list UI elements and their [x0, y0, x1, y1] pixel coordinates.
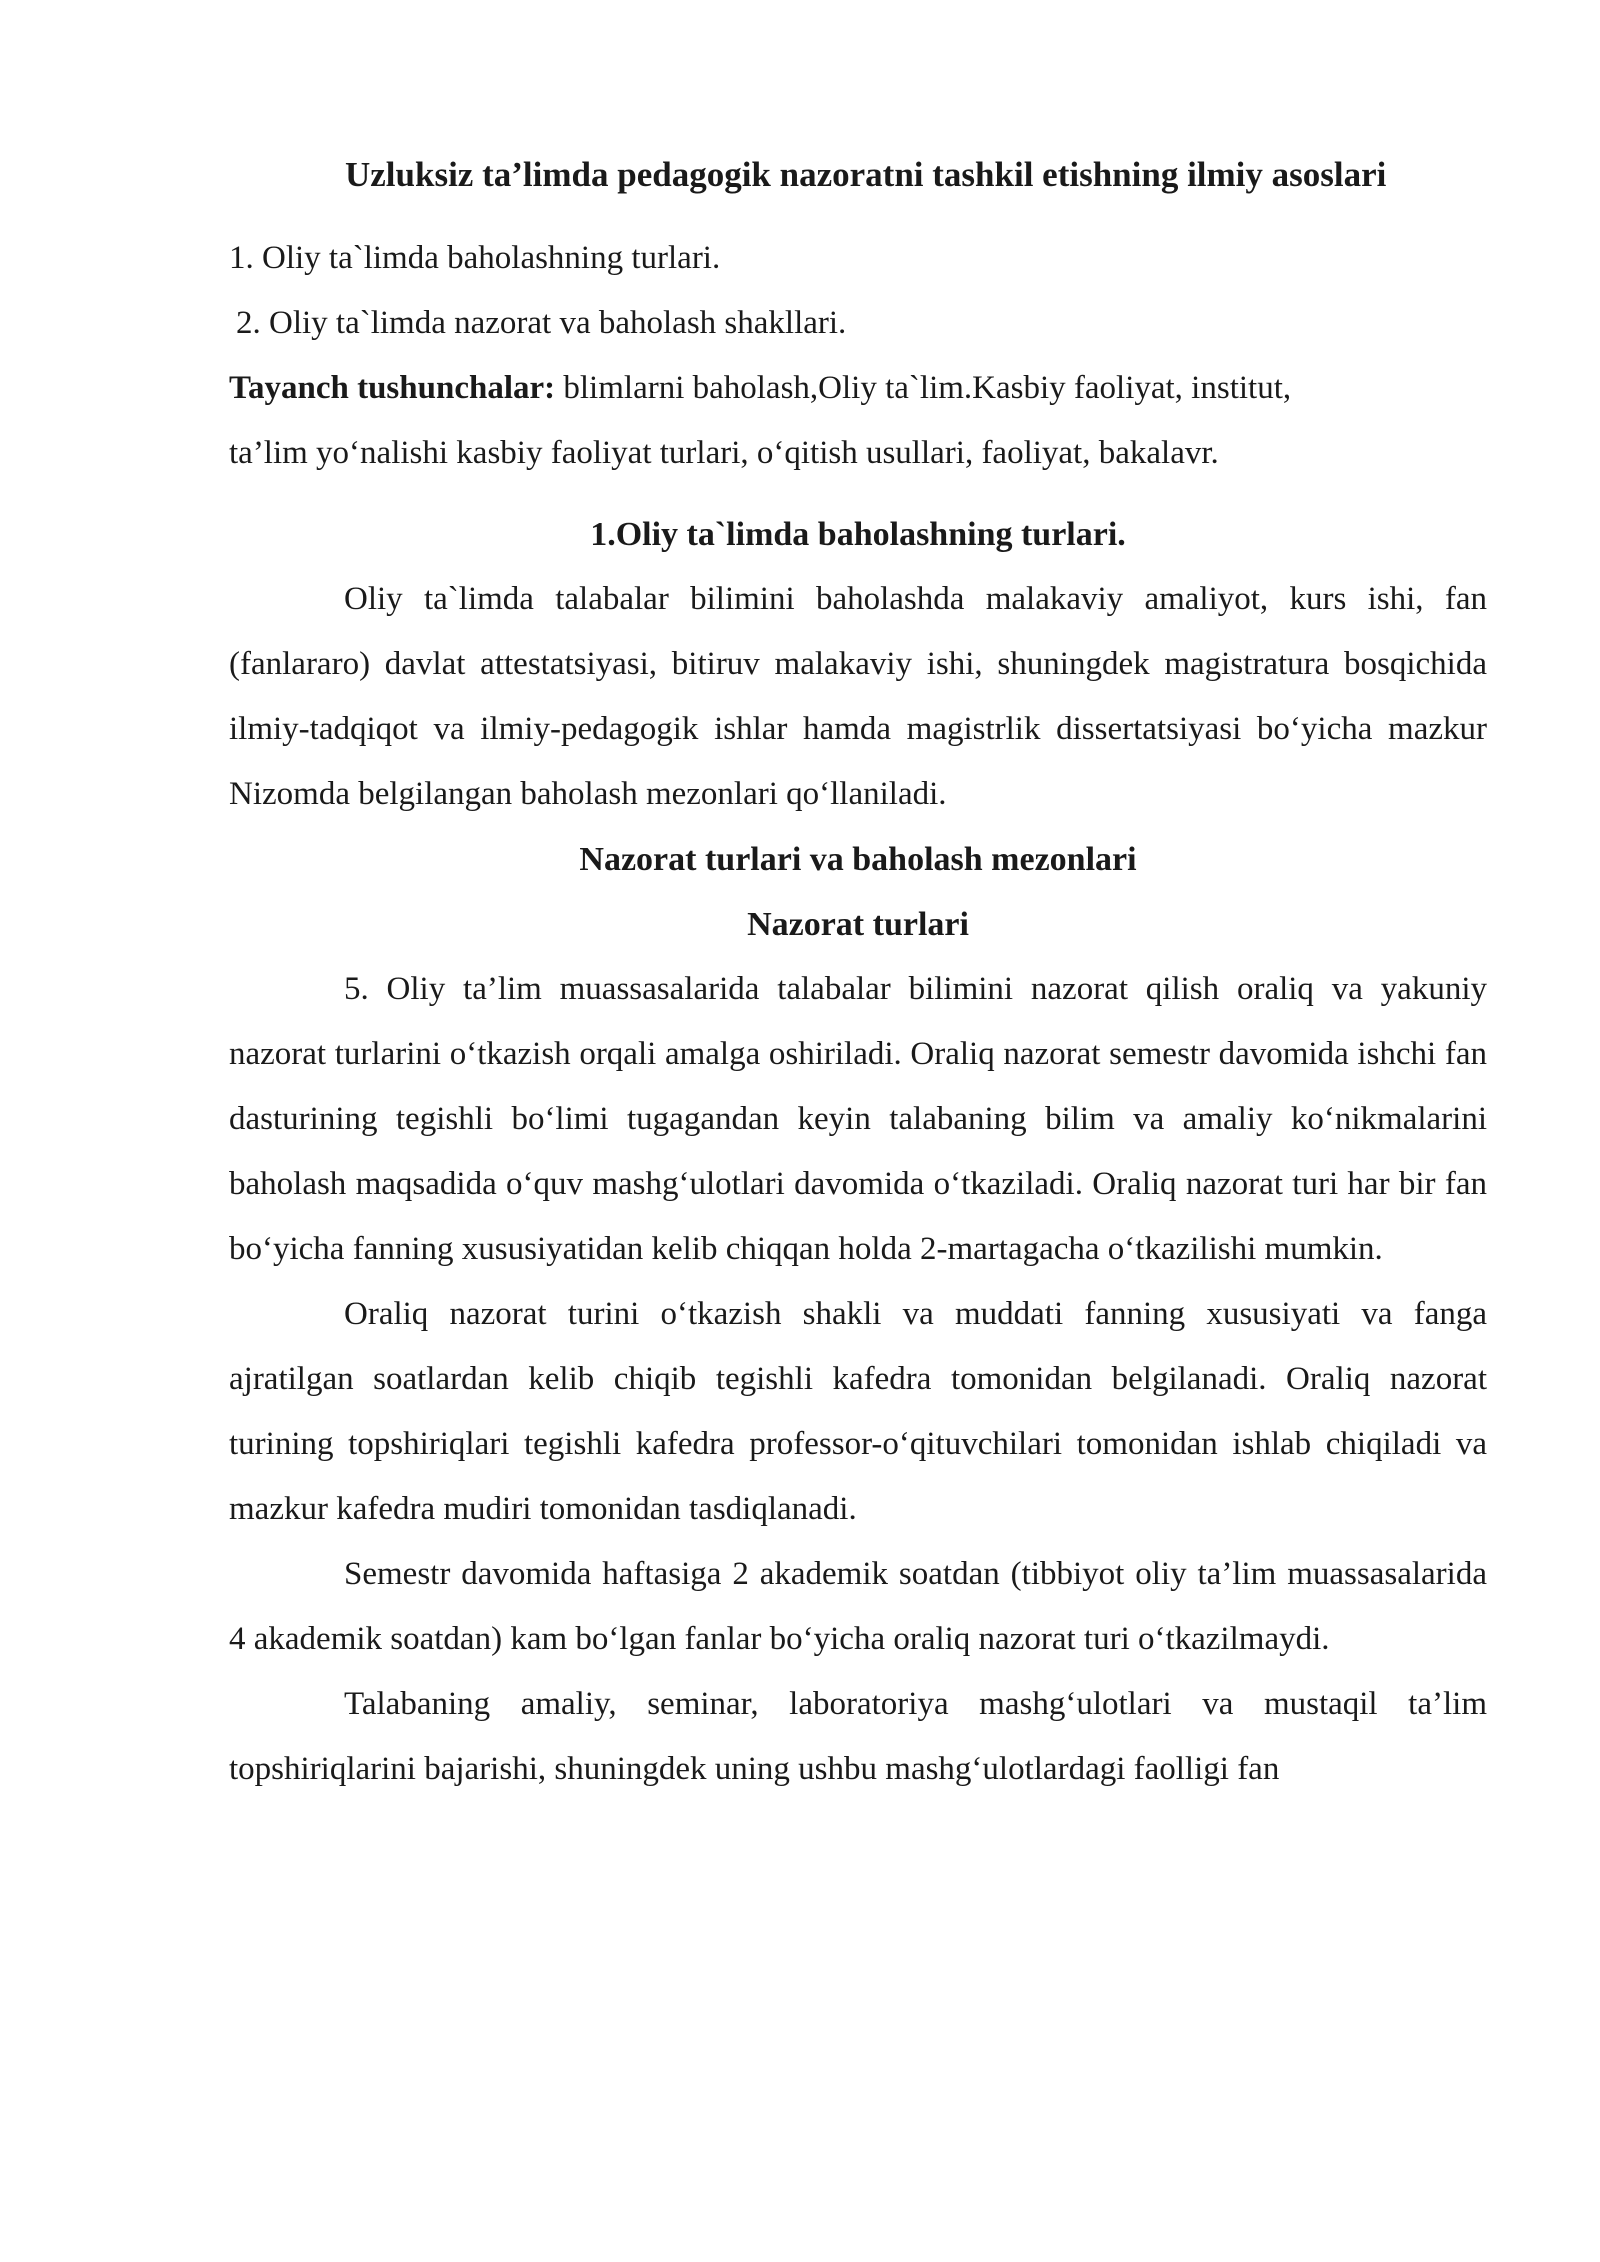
paragraph-student-activity: Talabaning amaliy, seminar, laboratoriya mashg‘ulotlari va mustaqil ta’lim topshiriqlarini bajarishi, shuningdek uning ushbu mashg‘ulotlardagi faolligi fan [229, 1686, 1487, 1787]
paragraph-interim-form: Oraliq nazorat turini o‘tkazish shakli va muddati fanning xususiyati va fanga ajratilgan soatlardan kelib chiqib tegishli kafedra tomonidan belgilanadi. Oraliq nazorat turining topshiriqlari tegishli kafedra professor-o‘qituvchilari tomonidan ishlab chiqiladi va mazkur kafedra mudiri tomonidan tasdiqlanadi. [229, 1296, 1487, 1527]
key-terms-line-1 [229, 356, 1487, 421]
section-2-subheading: Nazorat turlari [747, 906, 969, 943]
document-title: Uzluksiz ta’limda pedagogik nazoratni tashkil etishning ilmiy asoslari [345, 155, 1387, 194]
key-terms-line-2: ta’lim yo‘nalishi kasbiy faoliyat turlari, o‘qitish usullari, faoliyat, bakalavr. [229, 435, 1219, 471]
key-terms-text-1: blimlarni baholash,Oliy ta`lim.Kasbiy faoliyat, institut, [555, 370, 1292, 406]
plan-item-1: 1. Oliy ta`limda baholashning turlari. [229, 240, 721, 276]
document-page [229, 148, 1487, 1802]
key-terms-label: Tayanch tushunchalar: [229, 370, 556, 406]
paragraph-control-types: 5. Oliy ta’lim muassasalarida talabalar bilimini nazorat qilish oraliq va yakuniy nazorat turlarini o‘tkazish orqali amalga oshiriladi. Oraliq nazorat semestr davomida ishchi fan dasturining tegishli bo‘limi tugagandan keyin talabaning bilim va amaliy ko‘nikmalarini baholash maqsadida o‘quv mashg‘ulotlari davomida o‘tkaziladi. Oraliq nazorat turi har bir fan bo‘yicha fanning xususiyatidan kelib chiqqan holda 2-martagacha o‘tkazilishi mumkin. [229, 971, 1487, 1267]
plan-item-2: 2. Oliy ta`limda nazorat va baholash shakllari. [236, 305, 847, 341]
spacer [229, 486, 1487, 502]
section-2-heading: Nazorat turlari va baholash mezonlari [579, 841, 1137, 878]
section-1-paragraph: Oliy ta`limda talabalar bilimini baholashda malakaviy amaliyot, kurs ishi, fan (fanlararo) davlat attestatsiyasi, bitiruv malakaviy ishi, shuningdek magistratura bosqichida ilmiy-tadqiqot va ilmiy-pedagogik ishlar hamda magistrlik dissertatsiyasi bo‘yicha mazkur Nizomda belgilangan baholash mezonlari qo‘llaniladi. [229, 581, 1487, 812]
paragraph-semester-hours: Semestr davomida haftasiga 2 akademik soatdan (tibbiyot oliy ta’lim muassasalarida 4 akademik soatdan) kam bo‘lgan fanlar bo‘yicha oraliq nazorat turi o‘tkazilmaydi. [229, 1556, 1487, 1657]
section-1-heading: 1.Oliy ta`limda baholashning turlari. [590, 516, 1126, 553]
